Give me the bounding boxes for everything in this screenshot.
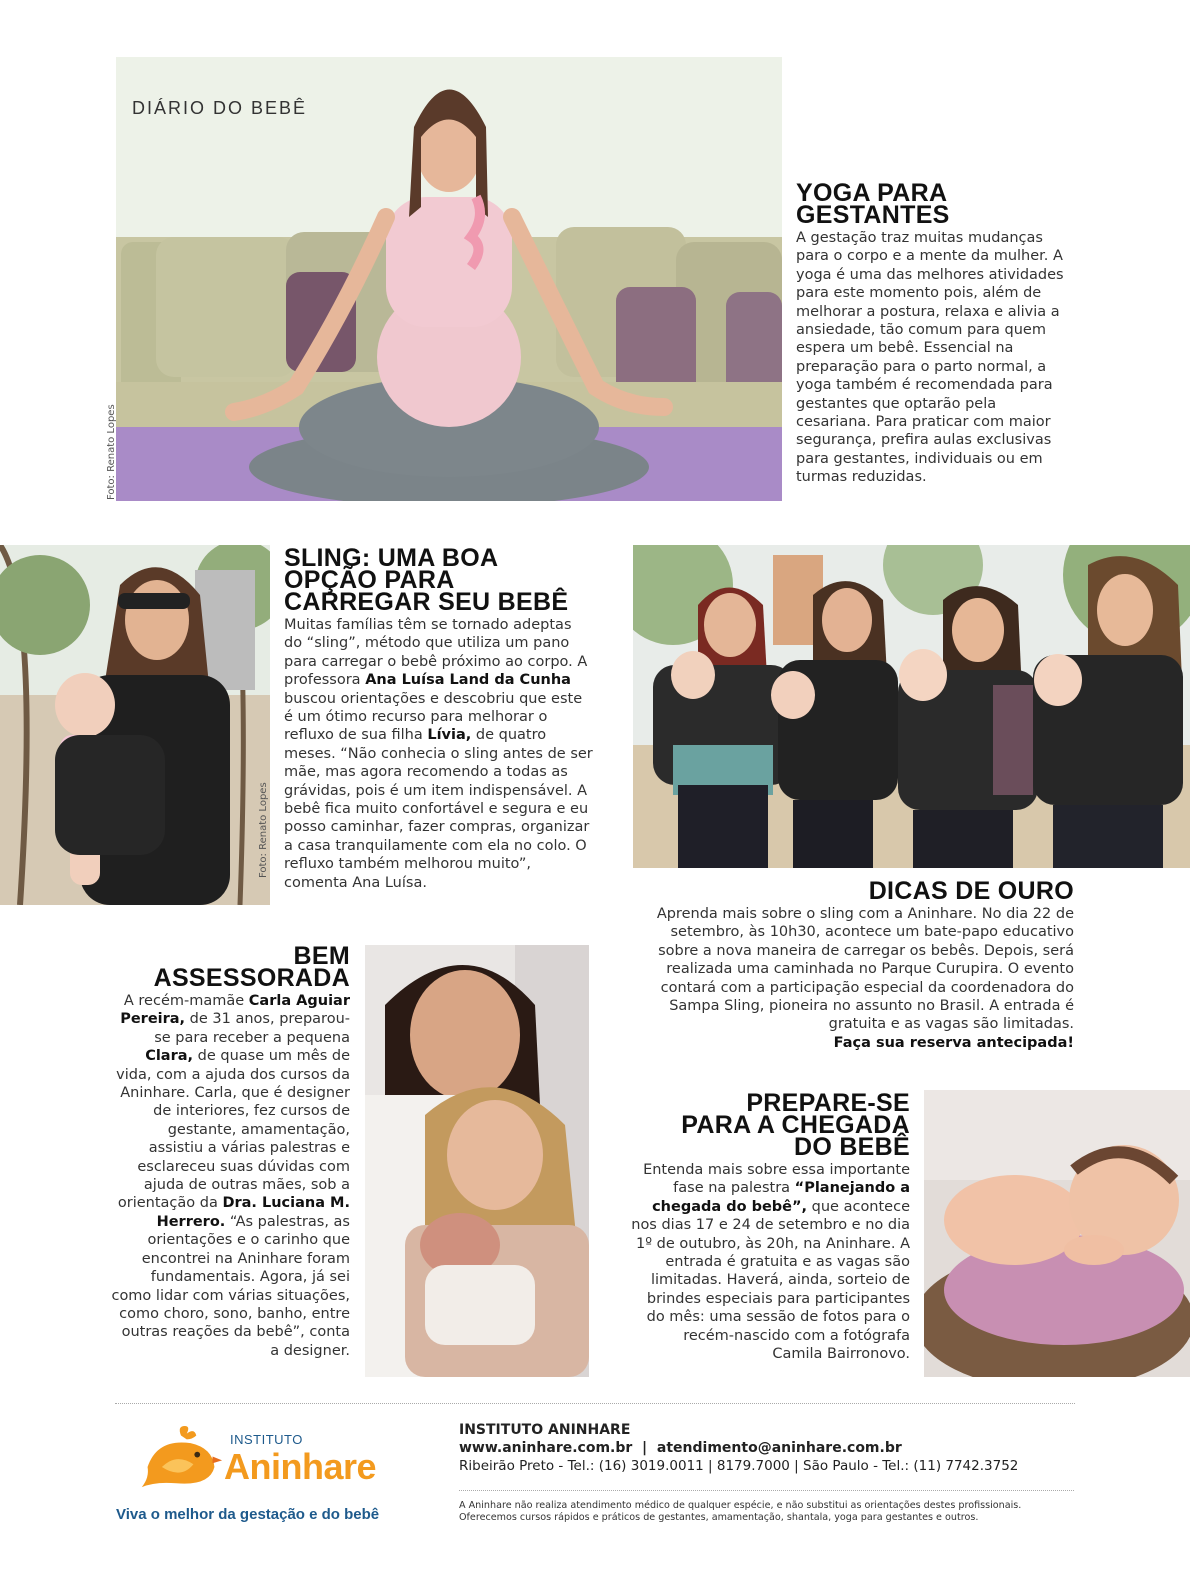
prepare-body (630, 1161, 910, 1363)
sling-title-line: CARREGAR SEU BEBÊ (284, 588, 569, 616)
assessorada-body (110, 992, 350, 1360)
sling-daughter: Lívia, (427, 727, 472, 744)
sling-title (284, 544, 594, 616)
dicas-article (630, 877, 1074, 1052)
prepare-title (630, 1089, 910, 1161)
footer-divider (115, 1403, 1075, 1404)
yoga-title (796, 179, 1074, 229)
sling-photo (0, 545, 270, 905)
prepare-title-line: PREPARE-SE (746, 1089, 910, 1117)
sling-article (284, 544, 594, 892)
assessorada-title-line: ASSESSORADA (153, 964, 350, 992)
dicas-title: DICAS DE OURO (868, 877, 1074, 905)
assessorada-photo (365, 945, 589, 1377)
yoga-title-line: YOGA PARA (796, 179, 948, 207)
logo-name: Aninhare (224, 1446, 377, 1487)
assessorada-baby: Clara, (145, 1048, 194, 1065)
assessorada-doctor: Dra. Luciana M. Herrero. (156, 1195, 350, 1230)
disclaimer-line: Oferecemos cursos rápidos e práticos de gestantes, amamentação, shantala, yoga para gestantes e outros. (459, 1512, 979, 1523)
sling-title-line: SLING: UMA BOA (284, 544, 499, 572)
assessorada-title (110, 942, 350, 992)
assessorada-title-line: BEM (293, 942, 350, 970)
yoga-title-line: GESTANTES (796, 201, 950, 229)
sling-name: Ana Luísa Land da Cunha (365, 672, 571, 689)
newborn-photo (924, 1090, 1190, 1377)
photo-credit: Foto: Renato Lopes (258, 782, 269, 878)
footer-divider (459, 1490, 1074, 1491)
yoga-article (796, 179, 1074, 487)
yoga-photo (116, 57, 782, 501)
photo-credit: Foto: Renato Lopes (106, 404, 117, 500)
assessorada-name: Carla Aguiar Pereira, (120, 993, 350, 1028)
sling-title-line: OPÇÃO PARA (284, 566, 455, 594)
web-line (459, 1439, 1079, 1457)
sling-text: de quatro meses. “Não conhecia o sling antes de ser mãe, mas agora recomendo a todas as grávidas, pois é um item indispensável. A bebê fica muito confortável e segura e eu posso caminhar, fazer compras, organizar a casa tranquilamente com ela no colo. O refluxo também melhorou muito”, comenta Ana Luísa. (284, 727, 593, 891)
phones: Ribeirão Preto - Tel.: (16) 3019.0011 | 8179.7000 | São Paulo - Tel.: (11) 7742.3752 (459, 1458, 1019, 1474)
prepare-title-line: DO BEBÊ (793, 1133, 910, 1161)
prepare-title-line: PARA A CHEGADA (681, 1111, 910, 1139)
logo-small: INSTITUTO (230, 1432, 303, 1447)
sling-body (284, 616, 594, 892)
assessorada-text: A recém-mamãe (123, 993, 249, 1009)
dicas-text: Aprenda mais sobre o sling com a Aninhare. No dia 22 de setembro, às 10h30, acontece um bate-papo educativo sobre a nova maneira de carregar os bebês. Depois, será realizada uma caminhada no Parque Curupira. O evento contará com a participação especial da coordenadora do Sampa Sling, pioneira no assunto no Brasil. A entrada é gratuita e as vagas são limitadas. (656, 906, 1074, 1033)
section-label: DIÁRIO DO BEBÊ (132, 98, 308, 118)
tagline: Viva o melhor da gestação e do bebê (116, 1506, 380, 1523)
website-link[interactable]: www.aninhare.com.br (459, 1440, 633, 1456)
assessorada-text: de 31 anos, preparou-se para receber a pequena (154, 1011, 350, 1046)
prepare-article (630, 1089, 910, 1363)
sling-text: buscou orientações e descobriu que este é um ótimo recurso para melhorar o refluxo de sua filha (284, 690, 583, 744)
aninhare-logo (138, 1420, 428, 1500)
sling-text: Muitas famílias têm se tornado adeptas do “sling”, método que utiliza um pano para carregar o bebê próximo ao corpo. A professora (284, 617, 588, 689)
assessorada-text: “As palestras, as orientações e o carinho que encontrei na Aninhare foram fundamentais. Agora, já sei como lidar com várias situações, como choro, sono, banho, entre outras reações da bebê”, conta a designer. (111, 1213, 350, 1359)
org-name: INSTITUTO ANINHARE (459, 1422, 631, 1438)
assessorada-text: de quase um mês de vida, com a ajuda dos cursos da Aninhare. Carla, que é designer de interiores, fez cursos de gestante, amamentação, assistiu a várias palestras e esclareceu suas dúvidas com ajuda de outras mães, sob a orientação da (116, 1048, 350, 1212)
prepare-text: Entenda mais sobre essa importante fase na palestra (643, 1162, 910, 1197)
bird-icon (138, 1424, 224, 1491)
email-link[interactable]: atendimento@aninhare.com.br (656, 1440, 902, 1456)
disclaimer-line: A Aninhare não realiza atendimento médico de qualquer espécie, e não substitui as orientações destes profissionais. (459, 1500, 1022, 1511)
contact-block (459, 1421, 1079, 1475)
yoga-body: A gestação traz muitas mudanças para o corpo e a mente da mulher. A yoga é uma das melhores atividades para este momento pois, além de melhorar a postura, relaxa e alivia a ansiedade, tão comum para quem espera um bebê. Essencial na preparação para o parto normal, a yoga também é recomendada para gestantes que optarão pela cesariana. Para praticar com maior segurança, prefira aulas exclusivas para gestantes, individuais ou em turmas reduzidas. (796, 230, 1064, 486)
sling-group-photo (633, 545, 1190, 868)
assessorada-article (110, 942, 350, 1360)
disclaimer (459, 1500, 1079, 1524)
dicas-body (630, 905, 1074, 1052)
prepare-talk: “Planejando a chegada do bebê”, (652, 1180, 910, 1215)
separator: | (637, 1440, 653, 1456)
prepare-text: que acontece nos dias 17 e 24 de setembro e no dia 1º de outubro, às 20h, na Aninhare. A entrada é gratuita e as vagas são limitadas. Haverá, ainda, sorteio de brindes especiais para participantes do mês: uma sessão de fotos para o recém-nascido com a fotógrafa Camila Bairronovo. (631, 1198, 910, 1363)
dicas-cta: Faça sua reserva antecipada! (833, 1034, 1074, 1051)
